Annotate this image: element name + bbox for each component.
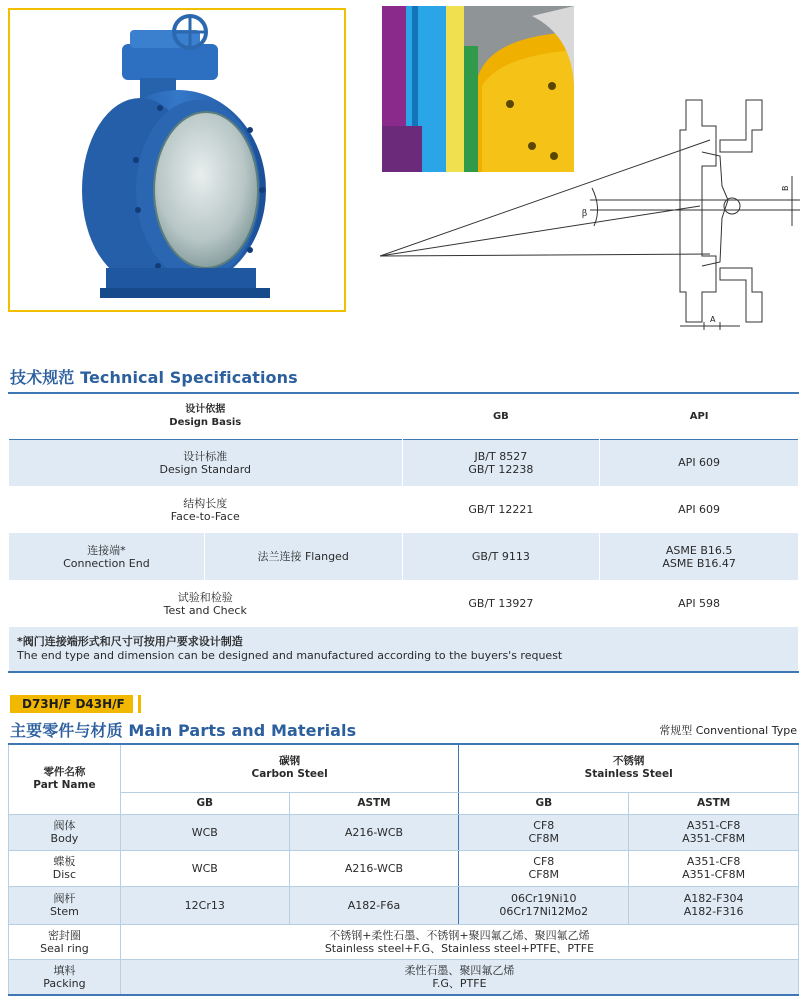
row-label-en: Design Standard	[159, 462, 252, 476]
stainless-steel-en: Stainless Steel	[584, 768, 673, 781]
stainless-astm-value: A182-F304	[683, 892, 744, 905]
parts-row-packing	[9, 959, 799, 995]
parts-row-disc	[9, 850, 799, 886]
stainless-gb-value: 06Cr19Ni10	[511, 892, 577, 905]
api-value: API 609	[678, 503, 721, 516]
parts-header-row	[9, 744, 799, 792]
spec-row-connection-end	[9, 533, 799, 580]
carbon-astm-header: ASTM	[289, 792, 459, 814]
part-cn: 阀杆	[53, 892, 76, 905]
tech-specs-table	[8, 392, 799, 673]
butterfly-valve-photo	[10, 10, 344, 310]
packing-value-cn: 柔性石墨、聚四氟乙烯	[404, 963, 515, 977]
dim-b-label: B	[781, 185, 790, 191]
part-en: Stem	[50, 905, 79, 918]
carbon-gb-value: 12Cr13	[120, 886, 289, 924]
stainless-steel-cn: 不锈钢	[612, 755, 645, 768]
part-cn: 蝶板	[53, 855, 76, 868]
row-label-en: Test and Check	[163, 603, 247, 617]
part-en: Body	[50, 832, 79, 845]
row-label-cn: 结构长度	[183, 496, 228, 510]
valve-photo-frame	[8, 8, 346, 312]
row-label-en: Connection End	[63, 556, 150, 570]
spec-row-design-standard	[9, 439, 799, 486]
stainless-astm-value: A351-CF8M	[682, 832, 746, 845]
carbon-gb-value: WCB	[120, 814, 289, 850]
stainless-astm-value: A351-CF8	[686, 855, 741, 868]
carbon-gb-value: WCB	[120, 850, 289, 886]
seal-ring-value-cn: 不锈钢+柔性石墨、不锈钢+聚四氟乙烯、聚四氟乙烯	[329, 928, 590, 942]
parts-title: 主要零件与材质 Main Parts and Materials	[10, 721, 357, 740]
gb-value: GB/T 12238	[468, 462, 534, 476]
part-cn: 密封圈	[47, 928, 81, 942]
spec-row-face-to-face	[9, 486, 799, 533]
triple-offset-geometry-drawing	[380, 96, 800, 332]
api-value: API 598	[678, 597, 721, 610]
design-basis-en: Design Basis	[169, 417, 242, 429]
conventional-type-label: 常规型 Conventional Type	[659, 724, 797, 737]
parts-subheader-row	[9, 792, 799, 814]
spec-note-row	[9, 627, 799, 672]
stainless-gb-value: CF8M	[528, 868, 560, 881]
stainless-astm-header: ASTM	[629, 792, 799, 814]
stainless-astm-value: A351-CF8	[686, 819, 741, 832]
note-en: The end type and dimension can be designed and manufactured according to the buyers's request	[17, 649, 563, 662]
part-cn: 填料	[53, 963, 76, 977]
note-cn: *阀门连接端形式和尺寸可按用户要求设计制造	[17, 635, 243, 648]
design-basis-cn: 设计依据	[185, 404, 226, 416]
api-value: ASME B16.5	[665, 543, 733, 557]
carbon-astm-value: A182-F6a	[289, 886, 459, 924]
parts-materials-table	[8, 743, 799, 996]
model-tag: D73H/F D43H/F	[10, 695, 133, 713]
packing-value-en: F.G、PTFE	[432, 976, 487, 990]
api-value: API 609	[678, 456, 721, 470]
spec-header-row	[9, 393, 799, 439]
part-name-en: Part Name	[33, 779, 96, 792]
carbon-steel-en: Carbon Steel	[251, 768, 328, 781]
api-value: ASME B16.47	[662, 556, 736, 570]
stainless-astm-value: A351-CF8M	[682, 868, 746, 881]
carbon-gb-header: GB	[120, 792, 289, 814]
row-label-cn: 连接端*	[87, 543, 126, 557]
gb-value: GB/T 12221	[468, 503, 534, 516]
gb-value: GB/T 9113	[471, 550, 530, 563]
gb-value: JB/T 8527	[474, 449, 528, 463]
spec-row-test-check	[9, 580, 799, 627]
stainless-gb-value: 06Cr17Ni12Mo2	[499, 905, 589, 918]
gb-value: GB/T 13927	[468, 597, 534, 610]
part-en: Disc	[52, 868, 77, 881]
stainless-gb-value: CF8	[533, 855, 555, 868]
beta-label: β	[582, 209, 588, 219]
row-label-cn: 设计标准	[183, 449, 228, 463]
stainless-astm-value: A182-F316	[683, 905, 744, 918]
row-label-cn: 试验和检验	[177, 590, 233, 604]
flanged-label: 法兰连接 Flanged	[204, 533, 402, 580]
part-en: Packing	[43, 976, 86, 990]
parts-row-seal-ring	[9, 924, 799, 959]
parts-row-stem	[9, 886, 799, 924]
carbon-astm-value: A216-WCB	[289, 850, 459, 886]
tech-specs-title: 技术规范 Technical Specifications	[10, 368, 298, 387]
carbon-astm-value: A216-WCB	[289, 814, 459, 850]
part-name-cn: 零件名称	[43, 766, 86, 779]
api-header: API	[600, 393, 799, 439]
parts-row-body	[9, 814, 799, 850]
row-label-en: Face-to-Face	[170, 509, 240, 523]
stainless-gb-value: CF8M	[528, 832, 560, 845]
part-en: Seal ring	[40, 941, 89, 955]
carbon-steel-cn: 碳钢	[279, 755, 301, 768]
gb-header: GB	[402, 393, 600, 439]
stainless-gb-header: GB	[459, 792, 629, 814]
seal-ring-value-en: Stainless steel+F.G、Stainless steel+PTFE、PTFE	[324, 941, 595, 955]
part-cn: 阀体	[53, 819, 76, 832]
stainless-gb-value: CF8	[533, 819, 555, 832]
dim-a-label: A	[710, 315, 716, 324]
